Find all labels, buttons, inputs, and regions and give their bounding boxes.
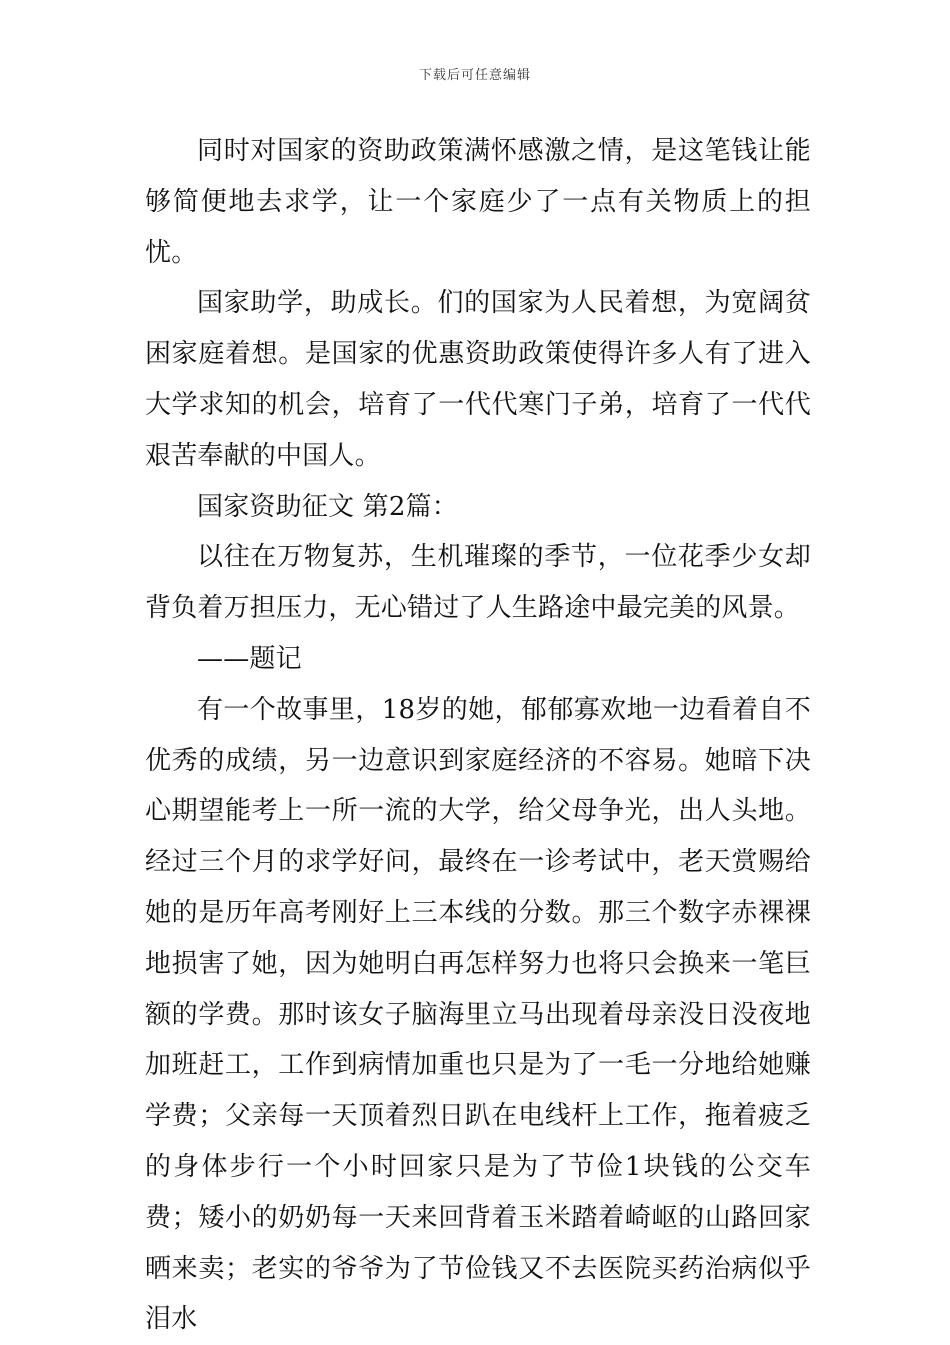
paragraph: 同时对国家的资助政策满怀感激之情，是这笔钱让能够简便地去求学，让一个家庭少了一点有关物质上的担忧。 [145,136,811,268]
paragraph: 以往在万物复苏，生机璀璨的季节，一位花季少女却背负着万担压力，无心错过了人生路途中最完美的风景。 [145,542,811,624]
page-header: 下载后可任意编辑 [418,68,531,83]
paragraph: 有一个故事里，18岁的她，郁郁寡欢地一边看着自不优秀的成绩，另一边意识到家庭经济的不容易。她暗下决心期望能考上一所一流的大学，给父母争光，出人头地。经过三个月的求学好问，最终在一诊考试中，老天赏赐给她的是历年高考刚好上三本线的分数。那三个数字赤裸裸地损害了她，因为她明白再怎样努力也将只会换来一笔巨额的学费。那时该女子脑海里立马出现着母亲没日没夜地加班赶工，工作到病情加重也只是为了一毛一分地给她赚学费；父亲每一天顶着烈日趴在电线杆上工作，拖着疲乏的身体步行一个小时回家只是为了节俭1块钱的公交车费；矮小的奶奶每一天来回背着玉米踏着崎岖的山路回家晒来卖；老实的爷爷为了节俭钱又不去医院买药治病似乎泪水 [145,694,811,1335]
epigraph-attribution: ——题记 [197,643,302,674]
paragraph: 国家助学，助成长。们的国家为人民着想，为宽阔贫困家庭着想。是国家的优惠资助政策使得许多人有了进入大学求知的机会，培育了一代代寒门子弟，培育了一代代艰苦奉献的中国人。 [145,288,811,471]
document-body [145,126,811,1345]
section-heading: 国家资助征文 第2篇： [197,491,459,522]
